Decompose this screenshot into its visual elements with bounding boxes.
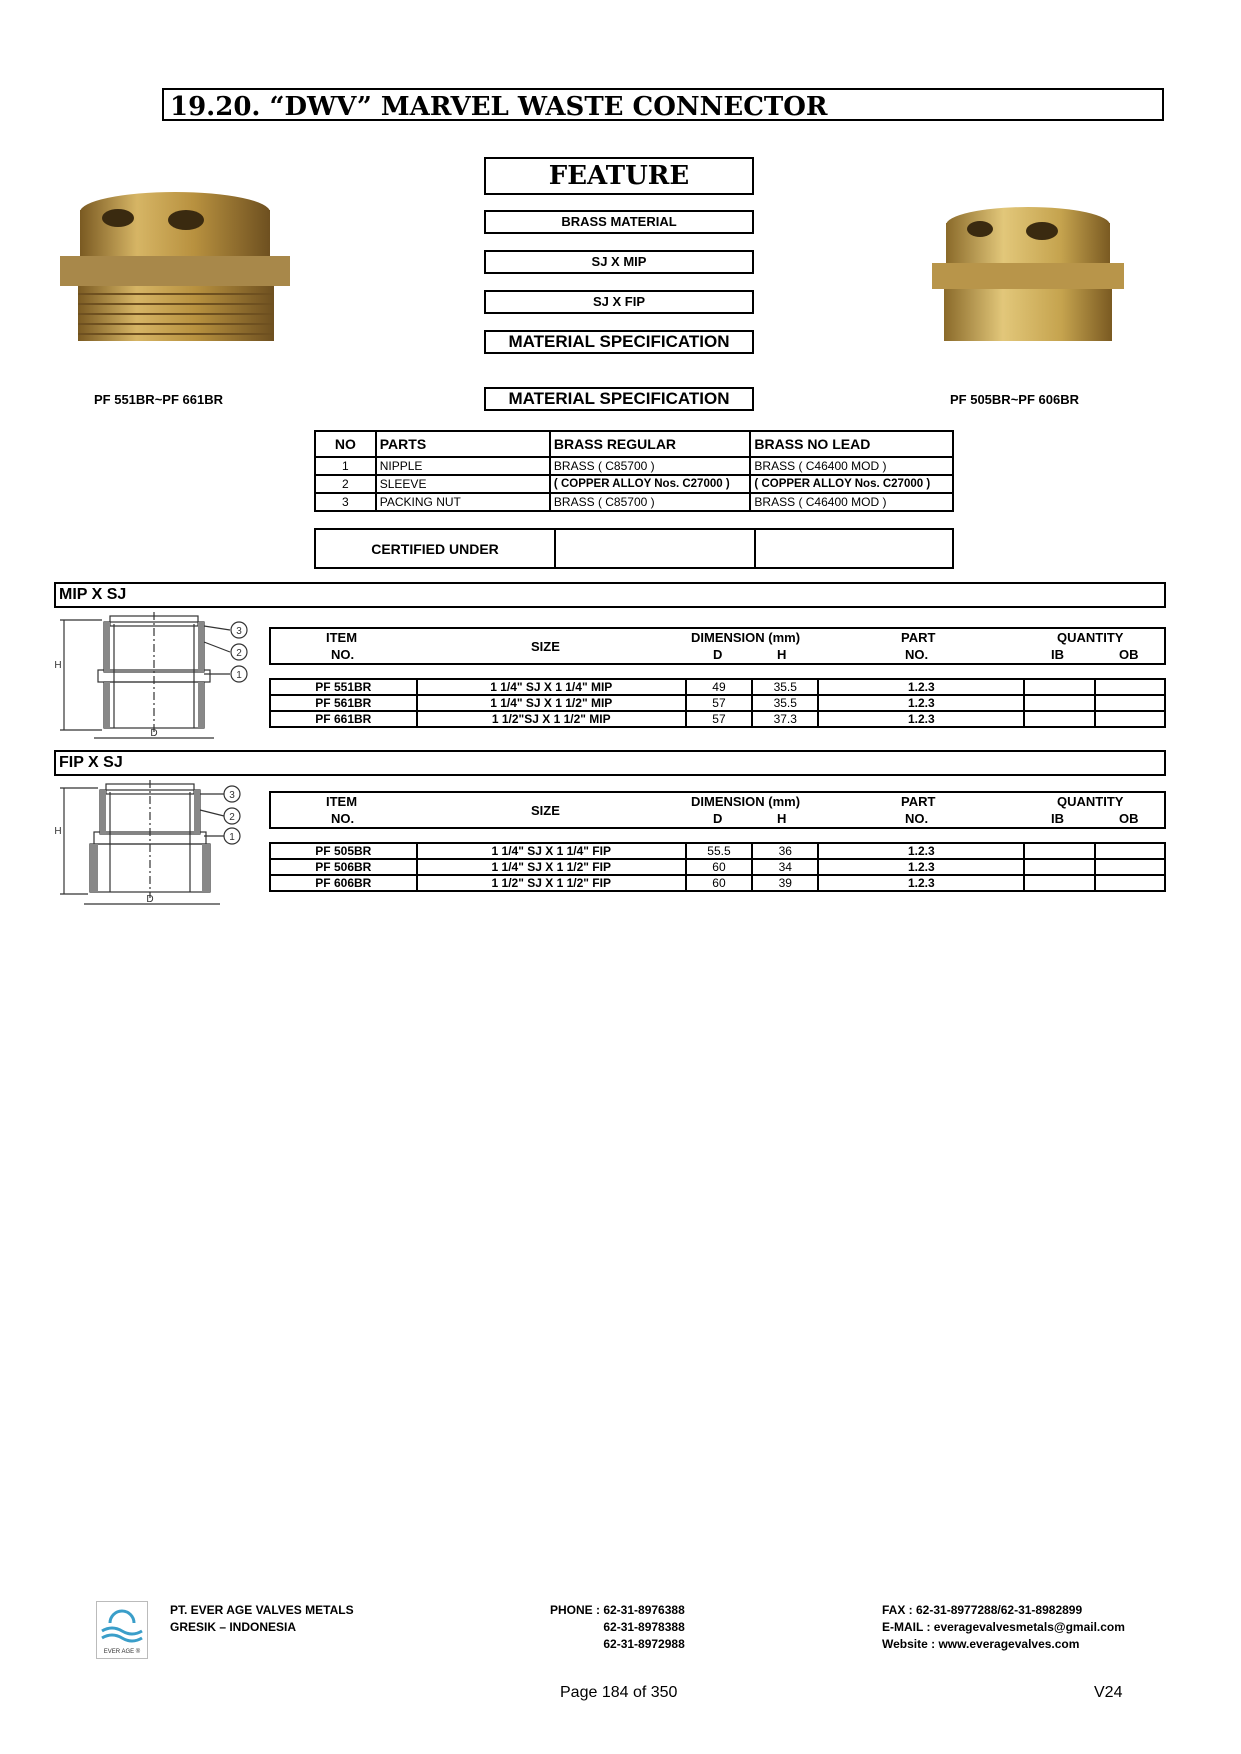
cell-h: 34	[752, 859, 818, 875]
website: Website : www.everagevalves.com	[882, 1637, 1080, 1651]
material-spec-heading: MATERIAL SPECIFICATION	[484, 387, 754, 411]
cell-item-no: PF 551BR	[270, 679, 417, 695]
cell-item-no: PF 661BR	[270, 711, 417, 727]
hdr-ib: IB	[1051, 647, 1064, 662]
cell-ob	[1095, 695, 1165, 711]
hdr-item: ITEM	[326, 794, 358, 809]
hdr-quantity: QUANTITY	[1057, 794, 1124, 809]
cell-ib	[1024, 843, 1094, 859]
spec-header-fip	[269, 791, 1166, 829]
spec-table-fip	[269, 842, 1166, 892]
cell-no: 1	[315, 457, 376, 475]
cell-part: SLEEVE	[376, 475, 550, 493]
cell-ob	[1095, 679, 1165, 695]
hdr-dimension: DIMENSION (mm)	[691, 630, 801, 645]
cell-h: 35.5	[752, 679, 818, 695]
hdr-dimension: DIMENSION (mm)	[691, 794, 801, 809]
col-header-brass-no-lead: BRASS NO LEAD	[750, 431, 953, 457]
cell-brass-regular: BRASS ( C85700 )	[550, 493, 751, 511]
table-row	[270, 875, 1165, 891]
cell-d: 57	[686, 711, 752, 727]
hdr-part: PART	[901, 794, 936, 809]
hdr-part-no: NO.	[905, 811, 929, 826]
cell-ob	[1095, 875, 1165, 891]
product-photo-fip	[930, 205, 1126, 345]
dim-label-d: D	[146, 894, 154, 905]
fax: FAX : 62-31-8977288/62-31-8982899	[882, 1603, 1083, 1617]
footer-company	[170, 1602, 354, 1636]
spec-table-mip	[269, 678, 1166, 728]
cell-part-no: 1.2.3	[818, 679, 1024, 695]
hdr-d: D	[713, 811, 723, 826]
table-row	[315, 493, 953, 511]
photo-label-right: PF 505BR~PF 606BR	[950, 392, 1079, 407]
feature-item-brass-material: BRASS MATERIAL	[484, 210, 754, 234]
col-header-parts: PARTS	[376, 431, 550, 457]
hdr-size: SIZE	[531, 639, 560, 654]
cell-brass-no-lead: ( COPPER ALLOY Nos. C27000 )	[750, 475, 953, 493]
cell-brass-no-lead: BRASS ( C46400 MOD )	[750, 457, 953, 475]
cell-d: 49	[686, 679, 752, 695]
hdr-item: ITEM	[326, 630, 358, 645]
table-row	[315, 457, 953, 475]
hdr-size: SIZE	[531, 803, 560, 818]
cell-item-no: PF 606BR	[270, 875, 417, 891]
cell-ob	[1095, 859, 1165, 875]
callout-2: 2	[229, 812, 235, 823]
cell-no: 3	[315, 493, 376, 511]
cell-size: 1 1/4" SJ X 1 1/4" FIP	[417, 843, 686, 859]
cell-ib	[1024, 875, 1094, 891]
drawing-fip-sj	[54, 780, 254, 908]
hdr-ib: IB	[1051, 811, 1064, 826]
cell-h: 36	[752, 843, 818, 859]
version-label: V24	[1094, 1684, 1123, 1701]
logo-text: EVER AGE ®	[103, 1649, 141, 1655]
cell-ib	[1024, 679, 1094, 695]
cell-brass-regular: ( COPPER ALLOY Nos. C27000 )	[550, 475, 751, 493]
phone-1: PHONE : 62-31-8976388	[550, 1603, 685, 1617]
certified-under-label: CERTIFIED UNDER	[371, 541, 499, 557]
hdr-ob: OB	[1119, 647, 1139, 662]
cell-part-no: 1.2.3	[818, 695, 1024, 711]
table-row	[270, 711, 1165, 727]
cell-no: 2	[315, 475, 376, 493]
cell-item-no: PF 506BR	[270, 859, 417, 875]
hdr-no: NO.	[331, 647, 355, 662]
hdr-part: PART	[901, 630, 936, 645]
cell-ob	[1095, 843, 1165, 859]
page-number: Page 184 of 350	[560, 1684, 678, 1701]
company-name: PT. EVER AGE VALVES METALS	[170, 1603, 354, 1617]
cell-size: 1 1/4" SJ X 1 1/2" FIP	[417, 859, 686, 875]
phone-3: 62-31-8972988	[603, 1637, 685, 1651]
callout-1: 1	[229, 832, 235, 843]
cell-part-no: 1.2.3	[818, 859, 1024, 875]
feature-item-sj-mip: SJ X MIP	[484, 250, 754, 274]
footer-phones	[550, 1602, 685, 1653]
material-spec-table	[314, 430, 954, 512]
table-row	[270, 859, 1165, 875]
table-row	[315, 475, 953, 493]
footer-contacts	[882, 1602, 1125, 1653]
cell-size: 1 1/2" SJ X 1 1/2" FIP	[417, 875, 686, 891]
cell-d: 60	[686, 875, 752, 891]
cell-size: 1 1/4" SJ X 1 1/2" MIP	[417, 695, 686, 711]
product-photo-mip	[58, 190, 292, 350]
hdr-ob: OB	[1119, 811, 1139, 826]
cell-item-no: PF 505BR	[270, 843, 417, 859]
cell-part: PACKING NUT	[376, 493, 550, 511]
cell-ib	[1024, 711, 1094, 727]
table-row	[270, 843, 1165, 859]
cell-d: 57	[686, 695, 752, 711]
feature-heading: FEATURE	[484, 157, 754, 195]
dim-label-h: H	[54, 660, 62, 671]
feature-item-sj-fip: SJ X FIP	[484, 290, 754, 314]
cell-part: NIPPLE	[376, 457, 550, 475]
cell-d: 60	[686, 859, 752, 875]
table-row	[270, 679, 1165, 695]
cell-part-no: 1.2.3	[818, 711, 1024, 727]
cell-brass-regular: BRASS ( C85700 )	[550, 457, 751, 475]
cell-part-no: 1.2.3	[818, 875, 1024, 891]
callout-3: 3	[229, 790, 235, 801]
cell-size: 1 1/2"SJ X 1 1/2" MIP	[417, 711, 686, 727]
cert-divider	[754, 530, 756, 567]
page-title-box	[162, 88, 1164, 121]
page-title: 19.20. “DWV” MARVEL WASTE CONNECTOR	[170, 92, 828, 122]
cell-ib	[1024, 695, 1094, 711]
everage-logo-icon	[96, 1601, 148, 1659]
callout-2: 2	[236, 648, 242, 659]
table-row	[270, 695, 1165, 711]
hdr-h: H	[777, 647, 787, 662]
hdr-part-no: NO.	[905, 647, 929, 662]
phone-2: 62-31-8978388	[603, 1620, 685, 1634]
cell-h: 35.5	[752, 695, 818, 711]
cell-brass-no-lead: BRASS ( C46400 MOD )	[750, 493, 953, 511]
section-title-mip-sj: MIP X SJ	[54, 582, 1166, 608]
feature-item-material-spec: MATERIAL SPECIFICATION	[484, 330, 754, 354]
certified-under-box	[314, 528, 954, 569]
callout-1: 1	[236, 670, 242, 681]
email: E-MAIL : everagevalvesmetals@gmail.com	[882, 1620, 1125, 1634]
hdr-quantity: QUANTITY	[1057, 630, 1124, 645]
company-location: GRESIK – INDONESIA	[170, 1620, 297, 1634]
material-spec-header-row	[315, 431, 953, 457]
hdr-d: D	[713, 647, 723, 662]
cell-item-no: PF 561BR	[270, 695, 417, 711]
dim-label-h: H	[54, 826, 62, 837]
cell-ib	[1024, 859, 1094, 875]
cell-d: 55.5	[686, 843, 752, 859]
hdr-no: NO.	[331, 811, 355, 826]
section-title-fip-sj: FIP X SJ	[54, 750, 1166, 776]
spec-header-mip	[269, 627, 1166, 665]
cell-part-no: 1.2.3	[818, 843, 1024, 859]
cert-divider	[554, 530, 556, 567]
cell-size: 1 1/4" SJ X 1 1/4" MIP	[417, 679, 686, 695]
col-header-no: NO	[315, 431, 376, 457]
cell-h: 37.3	[752, 711, 818, 727]
dim-label-d: D	[150, 728, 158, 739]
cell-ob	[1095, 711, 1165, 727]
cell-h: 39	[752, 875, 818, 891]
drawing-mip-sj	[54, 612, 254, 742]
hdr-h: H	[777, 811, 787, 826]
photo-label-left: PF 551BR~PF 661BR	[94, 392, 223, 407]
col-header-brass-regular: BRASS REGULAR	[550, 431, 751, 457]
callout-3: 3	[236, 626, 242, 637]
